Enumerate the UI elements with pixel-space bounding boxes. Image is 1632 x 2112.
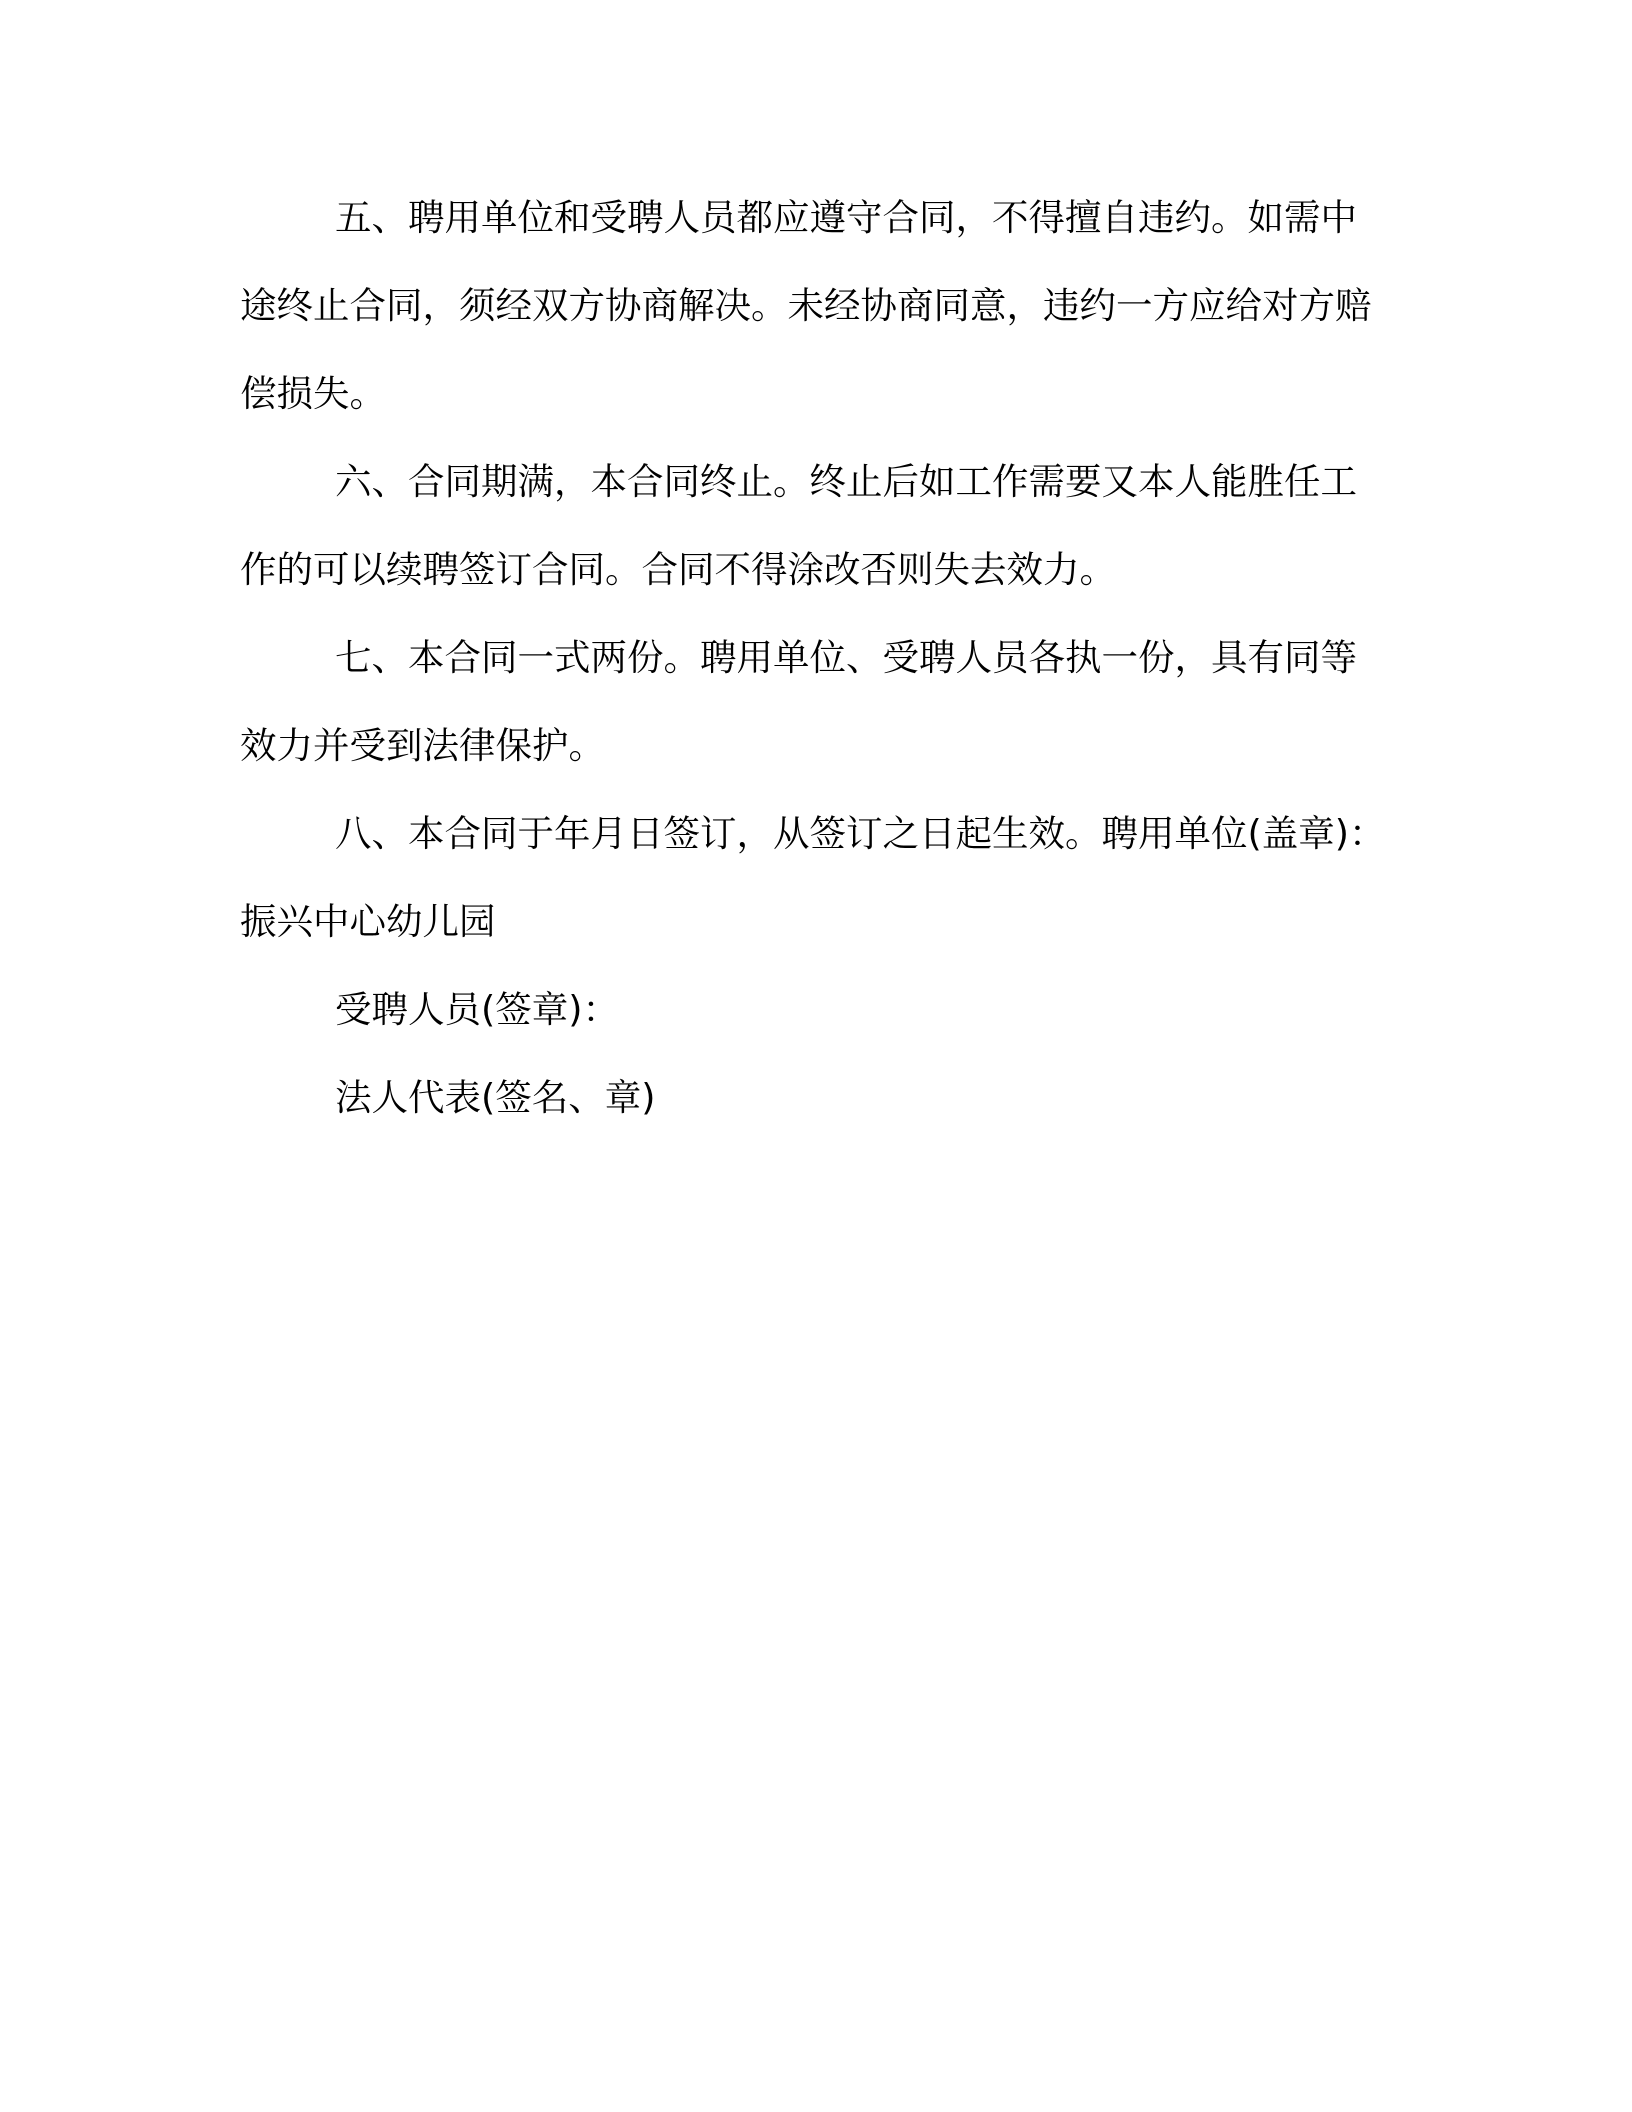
employee-signature-line: 受聘人员(签章)： (335, 988, 619, 1031)
clause-five: 五、聘用单位和受聘人员都应遵守合同，不得擅自违约。如需中途终止合同，须经双方协商解决。未经协商同意，违约一方应给对方赔偿损失。 (240, 196, 1372, 415)
clause-six: 六、合同期满，本合同终止。终止后如工作需要又本人能胜任工作的可以续聘签订合同。合同不得涂改否则失去效力。 (240, 460, 1357, 591)
clause-eight: 八、本合同于年月日签订，从签订之日起生效。聘用单位(盖章)：振兴中心幼儿园 (240, 812, 1386, 943)
legal-representative-signature-line: 法人代表(签名、章) (335, 1076, 656, 1119)
clause-seven: 七、本合同一式两份。聘用单位、受聘人员各执一份，具有同等效力并受到法律保护。 (240, 636, 1357, 767)
